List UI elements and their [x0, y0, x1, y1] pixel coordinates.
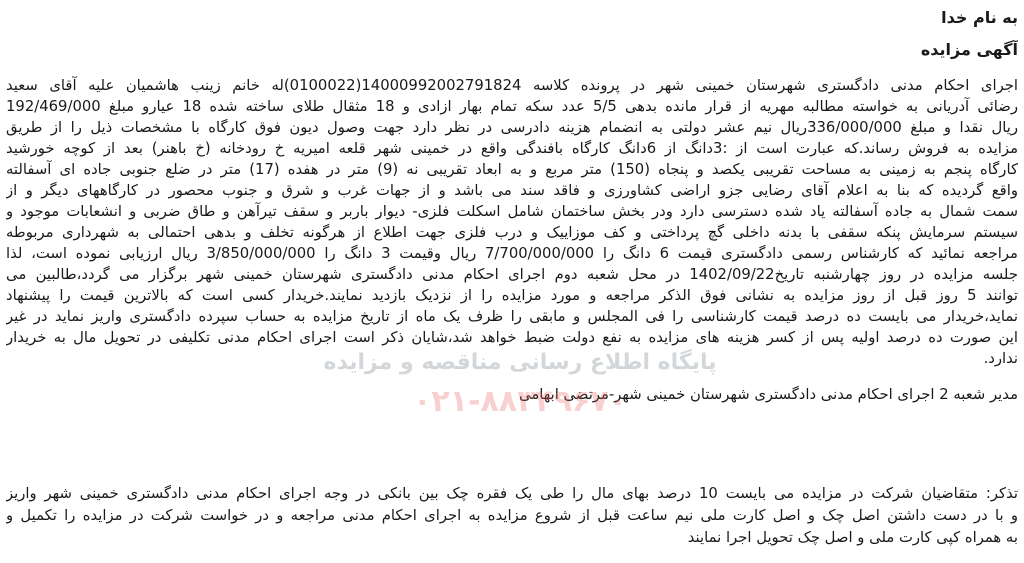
note-line: به همراه کپی کارت ملی و اصل چک تحویل اجرا نمایند — [687, 529, 1018, 546]
body-line: این صورت ده درصد اولیه پس از کسر هزینه های مزایده به نفع دولت ضبط خواهد شد،شایان ذکر است اجرای احکام مدنی تکلیفی در تحویل مال به خریدار — [6, 329, 1018, 346]
opening-invocation: به نام خدا — [941, 8, 1018, 27]
body-line: واقع گردیده که بنا به اعلام آقای رضایی جزو اراضی کشاورزی و فاقد سند می باشد و از جهات غرب و شرق و جنوب محصور در کارگاههای دیگر و از — [6, 182, 1018, 199]
body-line: سمت شمال به جاده آسفالته یاد شده دسترسی دارد ودر بخش ساختمان شامل اسکلت فلزی- دیوار باربر و سقف تیرآهن و طاق ضربی و انشعابات موجود و — [6, 203, 1018, 220]
note-line: تذکر: متقاضیان شرکت در مزایده می بایست 10 درصد بهای مال را طی یک فقره چک بین بانکی در وجه اجرای احکام مدنی دادگستری خمینی شهر واریز — [6, 485, 1018, 502]
body-line: اجرای احکام مدنی دادگستری شهرستان خمینی شهر در پرونده کلاسه 14000992002791824(0100022)له خانم زینب هاشمیان علیه آقای سعید — [6, 77, 1018, 94]
watermark-phone: ۰۲۱-۸۸۳۴۹۶۷۰ — [413, 384, 627, 419]
body-line: ندارد. — [983, 350, 1018, 367]
note-line: و با در دست داشتن اصل چک و اصل کارت ملی نیم ساعت قبل از شروع مزایده به اجرای احکام مدنی مراجعه و در خواست شرکت در مزایده را تکمیل و — [6, 507, 1018, 524]
body-line: ریال نقدا و مبلغ 336/000/000ریال نیم عشر دولتی به انضمام هزینه دادرسی در نظر دارد جهت وصول دیون فوق کارگاه با مشخصات ذیل را از طریق — [6, 119, 1018, 136]
body-line: مراجعه نمائید که کارشناس رسمی دادگستری قیمت 6 دانگ را 7/700/000/000 ریال وقیمت 3 دانگ را 3/850/000/000 ریال ارزیابی نموده است، لذا — [6, 245, 1018, 262]
body-line: رضائی آدریانی به خواسته مطالبه مهریه از قرار مانده بدهی 5/5 عدد سکه تمام بهار ازادی و 18 مثقال طلای ساخته شده 18 عیارو مبلغ 192/469/000 — [6, 98, 1018, 115]
body-line: کارگاه پنجم به زمینی به مساحت تقریبی یکصد و پنجاه (150) متر مربع و به ابعاد تقریبی نه (9) متر در هفده (17) متر در ضلع جنوبی جاده ای آسفالته — [6, 161, 1018, 178]
body-line: سیستم سرمایش پنکه سقفی با بدنه داخلی گچ پرداختی و کف موزاییک و درب فلزی جهت اطلاع از هرگونه تخلف و بدهی احتمالی به شهرداری مربوطه — [6, 224, 1018, 241]
body-line: مزایده به فروش رساند.که عبارت است از :3دانگ از 6دانگ کارگاه بافندگی واقع در خمینی شهر قلعه امیریه خ رودخانه (خ باهنر) بعد از کوچه خورشید — [6, 140, 1018, 157]
watermark-site-name: پایگاه اطلاع رسانی مناقصه و مزایده — [323, 350, 717, 375]
notice-title: آگهی مزایده — [920, 40, 1018, 59]
signature-line: مدیر شعبه 2 اجرای احکام مدنی دادگستری شهرستان خمینی شهر-مرتضی ابهامی — [519, 386, 1018, 403]
body-line: نماید،خریدار می بایست ده درصد قیمت کارشناسی را فی المجلس و مابقی را ظرف یک ماه از تاریخ مزایده به حساب سپرده دادگستری واریز نماید در غیر — [6, 308, 1018, 325]
body-line: توانند 5 روز قبل از روز مزایده به نشانی فوق الذکر مراجعه و مورد مزایده را از نزدیک بازدید نمایند.خریدار کسی است که بالاترین قیمت را پیشنهاد — [6, 287, 1018, 304]
body-line: جلسه مزایده در روز چهارشنبه تاریخ1402/09/22 در محل شعبه دوم اجرای احکام مدنی دادگستری شهرستان خمینی شهر برگزار می گردد،طالبین می — [6, 266, 1018, 283]
